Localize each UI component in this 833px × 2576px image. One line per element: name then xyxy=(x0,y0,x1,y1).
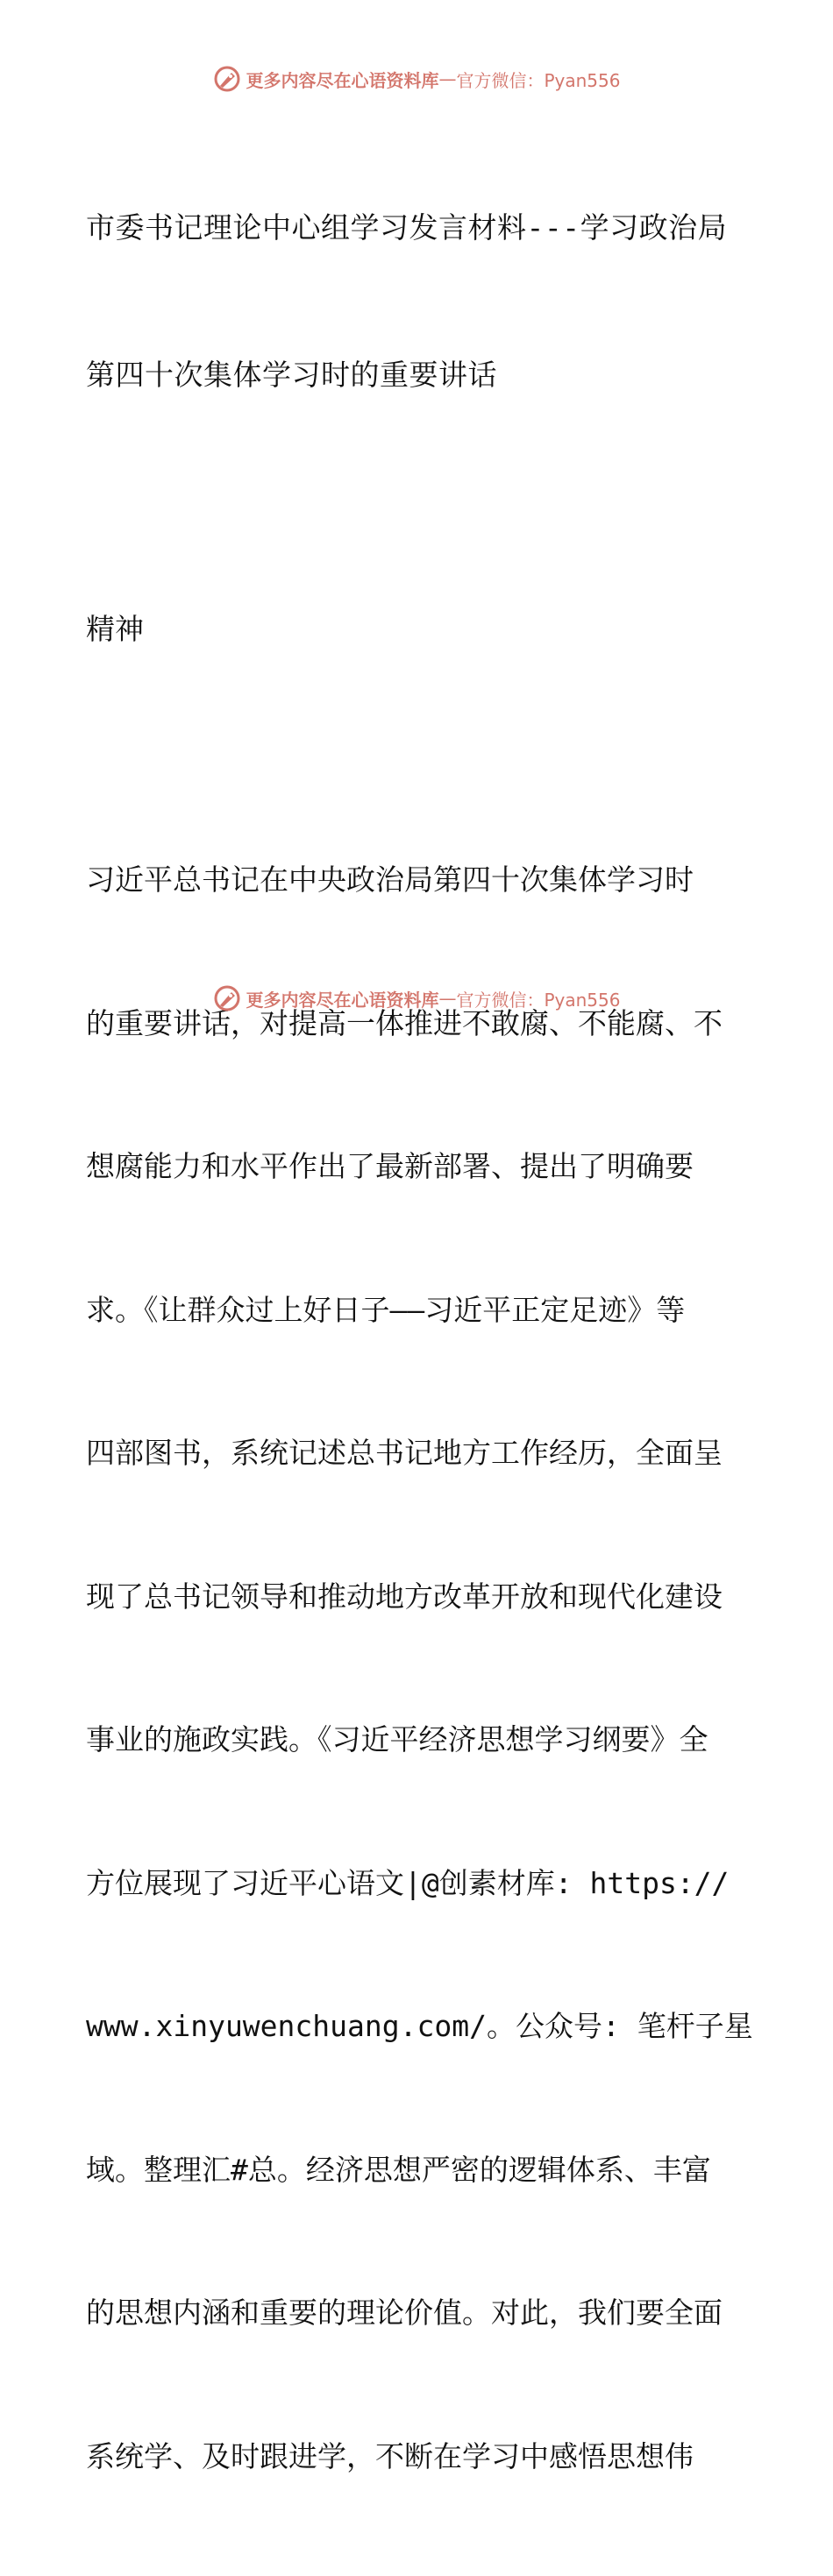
body-line: 习近平总书记在中央政治局第四十次集体学习时 xyxy=(86,862,694,897)
body-line: 方位展现了习近平心语文|@创素材库: https:// xyxy=(86,1865,730,1900)
body-line: 域。整理汇#总。经济思想严密的逻辑体系、丰富 xyxy=(86,2152,711,2187)
body-line: 现了总书记领导和推动地方改革开放和现代化建设 xyxy=(86,1579,723,1614)
banner-separator: — xyxy=(438,988,457,1009)
header-banner xyxy=(0,61,833,96)
banner-contact: 官方微信：Pyan556 xyxy=(456,989,621,1011)
banner-separator: — xyxy=(438,68,457,89)
body-line: www.xinyuwenchuang.com/。公众号: 笔杆子星 xyxy=(86,2009,753,2043)
body-line: 事业的施政实践。《习近平经济思想学习纲要》全 xyxy=(86,1722,708,1756)
document-body xyxy=(86,105,752,2576)
document-subtitle xyxy=(86,507,752,752)
body-line: 求。《让群众过上好日子——习近平正定足迹》等 xyxy=(86,1292,686,1327)
body-line: 四部图书，系统记述总书记地方工作经历，全面呈 xyxy=(86,1436,723,1470)
body-paragraph xyxy=(86,761,752,2576)
document-title xyxy=(86,105,752,498)
body-line: 系统学、及时跟进学，不断在学习中感悟思想伟 xyxy=(86,2438,694,2473)
pen-nib-logo-icon xyxy=(212,983,242,1013)
banner-text: 更多内容尽在心语资料库 xyxy=(246,989,439,1011)
body-line: 的重要讲话，对提高一体推进不敢腐、不能腐、不 xyxy=(86,1005,723,1040)
footer-banner xyxy=(0,981,833,1016)
banner-text: 更多内容尽在心语资料库 xyxy=(246,69,439,91)
title-line: 市委书记理论中心组学习发言材料---学习政治局 xyxy=(86,210,728,245)
body-line: 想腐能力和水平作出了最新部署、提出了明确要 xyxy=(86,1149,694,1183)
title-line: 第四十次集体学习时的重要讲话 xyxy=(86,358,497,392)
body-line: 的思想内涵和重要的理论价值。对此，我们要全面 xyxy=(86,2296,723,2330)
pen-nib-logo-icon xyxy=(212,64,242,94)
subtitle-line: 精神 xyxy=(86,612,144,646)
banner-contact: 官方微信：Pyan556 xyxy=(456,69,621,91)
